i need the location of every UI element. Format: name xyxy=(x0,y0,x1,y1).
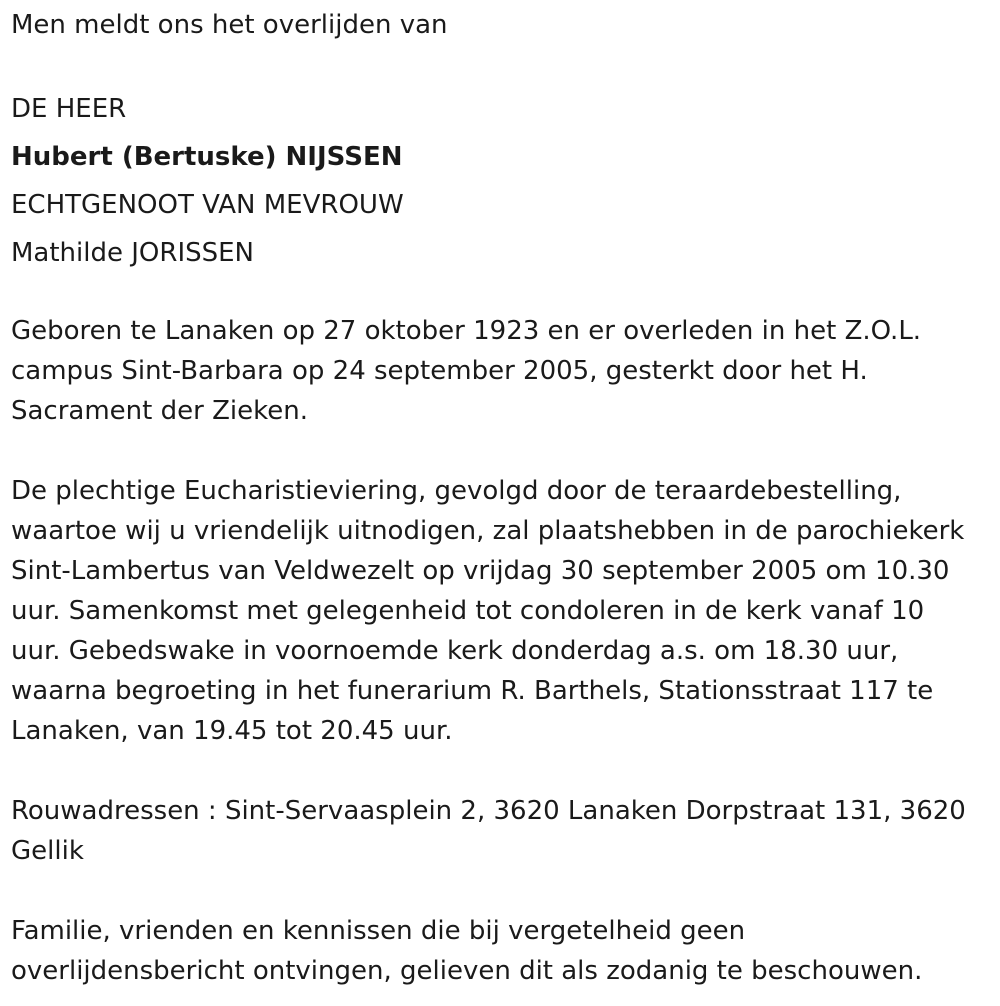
ceremony-line: Sint-Lambertus van Veldwezelt op vrijdag 30 september 2005 om 10.30 xyxy=(11,556,950,586)
closing-paragraph xyxy=(11,911,991,991)
ceremony-line: Lanaken, van 19.45 tot 20.45 uur. xyxy=(11,716,453,746)
spouse-name: Mathilde JORISSEN xyxy=(11,238,255,268)
birth-line: Geboren te Lanaken op 27 oktober 1923 en er overleden in het Z.O.L. xyxy=(11,316,922,346)
deceased-name: Hubert (Bertuske) NIJSSEN xyxy=(11,142,403,172)
closing-line: overlijdensbericht ontvingen, gelieven dit als zodanig te beschouwen. xyxy=(11,956,923,986)
honorific: DE HEER xyxy=(11,94,127,124)
spacer xyxy=(11,431,991,471)
ceremony-line: waarna begroeting in het funerarium R. Barthels, Stationsstraat 117 te xyxy=(11,676,934,706)
ceremony-paragraph xyxy=(11,471,991,751)
obituary-document xyxy=(11,5,991,991)
ceremony-line: uur. Gebedswake in voornoemde kerk donderdag a.s. om 18.30 uur, xyxy=(11,636,899,666)
ceremony-line: De plechtige Eucharistieviering, gevolgd door de teraardebestelling, xyxy=(11,476,902,506)
birth-line: Sacrament der Zieken. xyxy=(11,396,308,426)
birth-paragraph xyxy=(11,311,991,431)
ceremony-line: uur. Samenkomst met gelegenheid tot condoleren in de kerk vanaf 10 xyxy=(11,596,925,626)
birth-line: campus Sint-Barbara op 24 september 2005, gesterkt door het H. xyxy=(11,356,868,386)
spacer xyxy=(11,45,991,85)
intro-line: Men meldt ons het overlijden van xyxy=(11,10,448,40)
spouse-label: ECHTGENOOT VAN MEVROUW xyxy=(11,190,404,220)
closing-line: Familie, vrienden en kennissen die bij vergetelheid geen xyxy=(11,916,746,946)
address-paragraph xyxy=(11,791,991,871)
spacer xyxy=(11,871,991,911)
address-line: Rouwadressen : Sint-Servaasplein 2, 3620 Lanaken Dorpstraat 131, 3620 xyxy=(11,796,966,826)
ceremony-line: waartoe wij u vriendelijk uitnodigen, zal plaatshebben in de parochiekerk xyxy=(11,516,965,546)
spacer xyxy=(11,277,991,311)
address-line: Gellik xyxy=(11,836,84,866)
spacer xyxy=(11,751,991,791)
